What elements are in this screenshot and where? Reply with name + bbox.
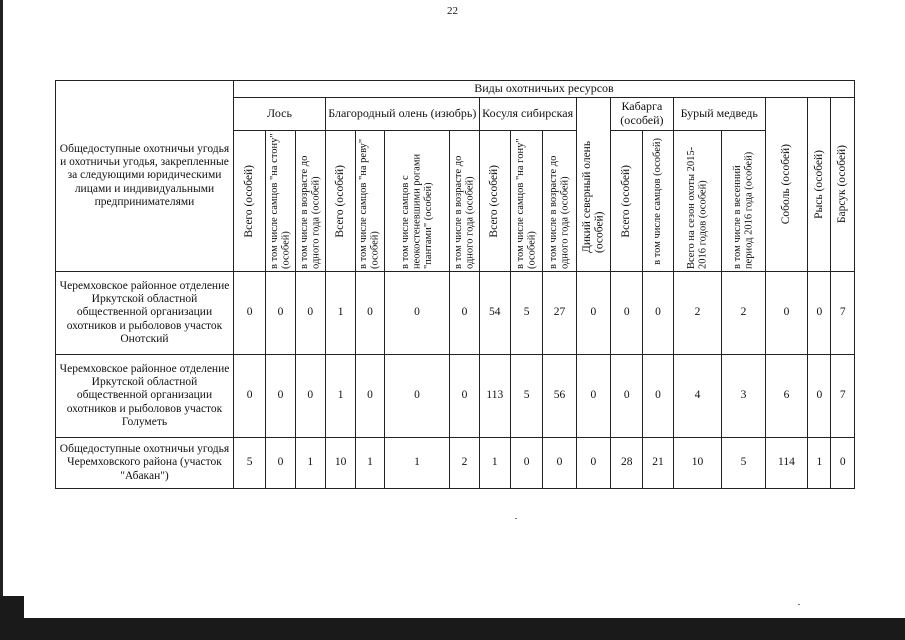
column-header: в том числе в возрасте до одного года (особей)	[543, 131, 576, 272]
table-cell: 0	[611, 272, 643, 355]
table-cell: 7	[831, 272, 855, 355]
table-cell: 0	[266, 438, 295, 489]
table-row	[56, 272, 855, 355]
table-cell: 0	[576, 272, 610, 355]
table-cell: 54	[479, 272, 510, 355]
table-row	[56, 355, 855, 438]
table-cell: 10	[325, 438, 355, 489]
table-row	[56, 438, 855, 489]
table-cell: 0	[643, 272, 673, 355]
column-header: Всего (особей)	[233, 131, 265, 272]
column-header-reindeer: Дикий северный олень (особей)	[576, 98, 610, 272]
table-cell: 5	[510, 355, 542, 438]
table-cell: 2	[722, 272, 765, 355]
table-cell: 0	[510, 438, 542, 489]
table-cell: 0	[384, 272, 450, 355]
group-musk-deer: Кабарга (особей)	[611, 98, 674, 131]
column-header: в том числе самцов (особей)	[643, 131, 673, 272]
column-header: в том числе в весенний период 2016 года (особей)	[722, 131, 765, 272]
scan-edge	[0, 618, 905, 640]
row-label: Черемховское районное отделение Иркутской областной общественной организации охотников и рыболовов участок Голуметь	[56, 355, 234, 438]
table-cell: 56	[543, 355, 576, 438]
table-cell: 28	[611, 438, 643, 489]
table-cell: 0	[356, 355, 384, 438]
table-title: Виды охотничьих ресурсов	[233, 81, 854, 98]
group-moose: Лось	[233, 98, 325, 131]
table-cell: 0	[808, 272, 831, 355]
column-header: в том числе самцов с неокостеневшими рогами "пантами" (особей)	[384, 131, 450, 272]
column-header: Всего (особей)	[479, 131, 510, 272]
table-cell: 1	[325, 272, 355, 355]
column-header: Всего (особей)	[611, 131, 643, 272]
table-cell: 0	[295, 272, 325, 355]
table-cell: 1	[325, 355, 355, 438]
group-red-deer: Благородный олень (изюбрь)	[325, 98, 479, 131]
column-header: в том числе самцов "на гону" (особей)	[510, 131, 542, 272]
column-header: Всего на сезон охоты 2015-2016 годов (особей)	[673, 131, 722, 272]
table-cell: 5	[722, 438, 765, 489]
table-cell: 1	[808, 438, 831, 489]
table-cell: 0	[384, 355, 450, 438]
table-cell: 7	[831, 355, 855, 438]
table-cell: 0	[643, 355, 673, 438]
column-header-badger: Барсук (особей)	[831, 98, 855, 272]
table-cell: 0	[356, 272, 384, 355]
table-cell: 0	[808, 355, 831, 438]
table-cell: 27	[543, 272, 576, 355]
table-cell: 0	[295, 355, 325, 438]
table-cell: 0	[450, 355, 479, 438]
table-cell: 21	[643, 438, 673, 489]
table-cell: 0	[233, 272, 265, 355]
table-cell: 1	[356, 438, 384, 489]
table-cell: 4	[673, 355, 722, 438]
hunting-resources-table	[55, 80, 855, 489]
table-cell: 0	[450, 272, 479, 355]
table-cell: 0	[266, 272, 295, 355]
page-number: 22	[447, 5, 458, 17]
table-cell: 1	[295, 438, 325, 489]
table-cell: 10	[673, 438, 722, 489]
table-cell: 0	[831, 438, 855, 489]
table-cell: 1	[479, 438, 510, 489]
table-cell: 0	[576, 438, 610, 489]
corner-label: Общедоступные охотничьи угодья и охотничьи угодья, закрепленные за следующими юридическими лицами и индивидуальными предпринимателями	[56, 81, 234, 272]
column-header: в том числе самцов "на стону" (особей)	[266, 131, 295, 272]
table-cell: 0	[576, 355, 610, 438]
table-cell: 1	[384, 438, 450, 489]
table-cell: 0	[233, 355, 265, 438]
group-roe-deer: Косуля сибирская	[479, 98, 576, 131]
column-header: в том числе в возрасте до одного года (особей)	[450, 131, 479, 272]
table-cell: 3	[722, 355, 765, 438]
scan-edge	[0, 596, 24, 618]
table-cell: 5	[233, 438, 265, 489]
scan-speck	[798, 604, 800, 605]
table-cell: 2	[450, 438, 479, 489]
table-cell: 6	[765, 355, 807, 438]
column-header-sable: Соболь (особей)	[765, 98, 807, 272]
row-label: Общедоступные охотничьи угодья Черемховского района (участок "Абакан")	[56, 438, 234, 489]
table-cell: 0	[266, 355, 295, 438]
column-header-lynx: Рысь (особей)	[808, 98, 831, 272]
scan-edge	[0, 0, 3, 600]
table-cell: 2	[673, 272, 722, 355]
row-label: Черемховское районное отделение Иркутской областной общественной организации охотников и рыболовов участок Онотский	[56, 272, 234, 355]
column-header: в том числе в возрасте до одного года (особей)	[295, 131, 325, 272]
table-cell: 114	[765, 438, 807, 489]
column-header: в том числе самцов "на реву" (особей)	[356, 131, 384, 272]
table-cell: 0	[611, 355, 643, 438]
header-row-title	[56, 81, 855, 98]
table-cell: 0	[543, 438, 576, 489]
table-cell: 113	[479, 355, 510, 438]
table-cell: 0	[765, 272, 807, 355]
column-header: Всего (особей)	[325, 131, 355, 272]
table-cell: 5	[510, 272, 542, 355]
scan-speck	[515, 518, 517, 519]
group-brown-bear: Бурый медведь	[673, 98, 765, 131]
